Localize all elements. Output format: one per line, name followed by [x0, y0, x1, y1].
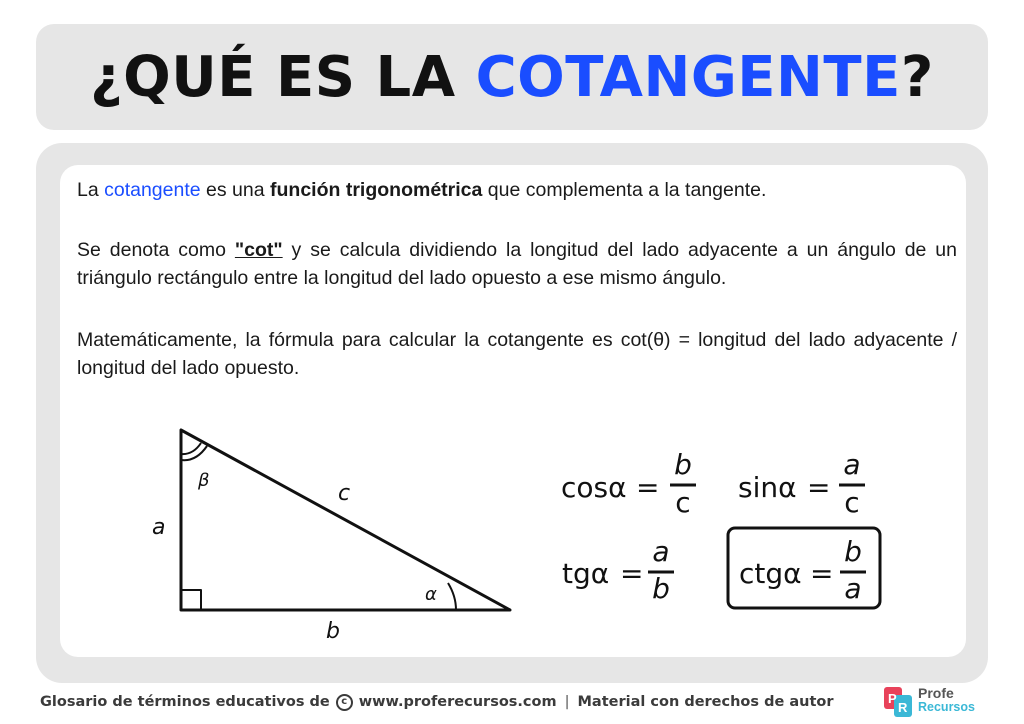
side-c-label: c	[338, 481, 351, 506]
notation-paragraph	[77, 236, 957, 292]
profe-recursos-logo	[884, 686, 994, 720]
formula-ctg-equals: =	[810, 557, 834, 590]
formula-sin-lhs: sinα	[738, 471, 797, 504]
term-cotangente: cotangente	[104, 179, 201, 201]
triangle-and-formulas-figure	[140, 420, 900, 645]
formula-tg-equals: =	[620, 557, 644, 590]
logo-text	[918, 686, 975, 714]
title-banner	[36, 24, 988, 130]
definition-text-1: La	[77, 179, 105, 201]
notation-text-1: Se denota como	[77, 239, 235, 261]
formula-sin-numerator: a	[843, 448, 861, 481]
formula-tg-numerator: a	[652, 535, 670, 568]
beta-angle-arc-inner	[181, 443, 201, 454]
formula-tg	[562, 535, 674, 605]
triangle-outline	[181, 430, 510, 610]
formula-ctg-lhs: ctgα	[739, 557, 802, 590]
angle-beta-label: β	[198, 470, 210, 491]
definition-text-3: que complementa a la tangente.	[482, 179, 767, 201]
term-funcion-trigonometrica: función trigonométrica	[270, 179, 483, 201]
formula-tg-denominator: b	[652, 572, 670, 605]
copyright-icon: c	[336, 694, 353, 711]
side-b-label: b	[326, 619, 340, 644]
formula-cos-lhs: cosα	[561, 471, 627, 504]
formula-ctg-denominator: a	[844, 572, 862, 605]
notation-text-2: y se calcula dividiendo la longitud del lado adyacente a un ángulo de un triángulo rectángulo entre la longitud del lado opuesto a ese mismo ángulo.	[77, 239, 957, 289]
formula-cos-denominator: c	[675, 486, 691, 519]
logo-mark-p: P	[888, 691, 897, 706]
title-highlight: COTANGENTE	[475, 44, 901, 110]
title-prefix: ¿QUÉ ES LA	[90, 44, 476, 110]
formula-cos-equals: =	[636, 471, 660, 504]
notation-cot: "cot"	[234, 239, 283, 261]
right-triangle	[181, 430, 510, 610]
logo-mark-r: R	[898, 700, 908, 715]
formula-paragraph	[77, 326, 957, 382]
formula-tg-lhs: tgα	[562, 557, 610, 590]
page-title	[90, 45, 934, 110]
formula-sin-equals: =	[807, 471, 831, 504]
formula-cos-numerator: b	[674, 448, 692, 481]
footer	[40, 688, 834, 716]
angle-alpha-label: α	[425, 584, 437, 605]
side-a-label: a	[152, 515, 166, 540]
formula-ctg-numerator: b	[844, 535, 862, 568]
footer-copyright-text: Material con derechos de autor	[577, 694, 834, 710]
formula-sin	[738, 448, 865, 519]
logo-line-recursos: Recursos	[918, 700, 975, 714]
right-angle-marker	[181, 590, 201, 610]
footer-separator: |	[564, 694, 570, 710]
formula-sin-denominator: c	[844, 486, 860, 519]
footer-site-link[interactable]: www.proferecursos.com	[358, 694, 557, 710]
alpha-angle-arc	[448, 583, 456, 610]
formula-ctg-highlighted	[728, 528, 880, 608]
logo-line-profe: Profe	[918, 685, 954, 701]
definition-paragraph	[77, 176, 957, 204]
logo-mark-icon	[884, 687, 914, 717]
formula-text: Matemáticamente, la fórmula para calcular la cotangente es cot(θ) = longitud del lado adyacente / longitud del lado opuesto.	[77, 329, 957, 379]
title-suffix: ?	[900, 44, 934, 110]
definition-text-2: es una	[200, 179, 271, 201]
formula-cos	[561, 448, 696, 519]
footer-glossary-text: Glosario de términos educativos de	[40, 694, 330, 710]
